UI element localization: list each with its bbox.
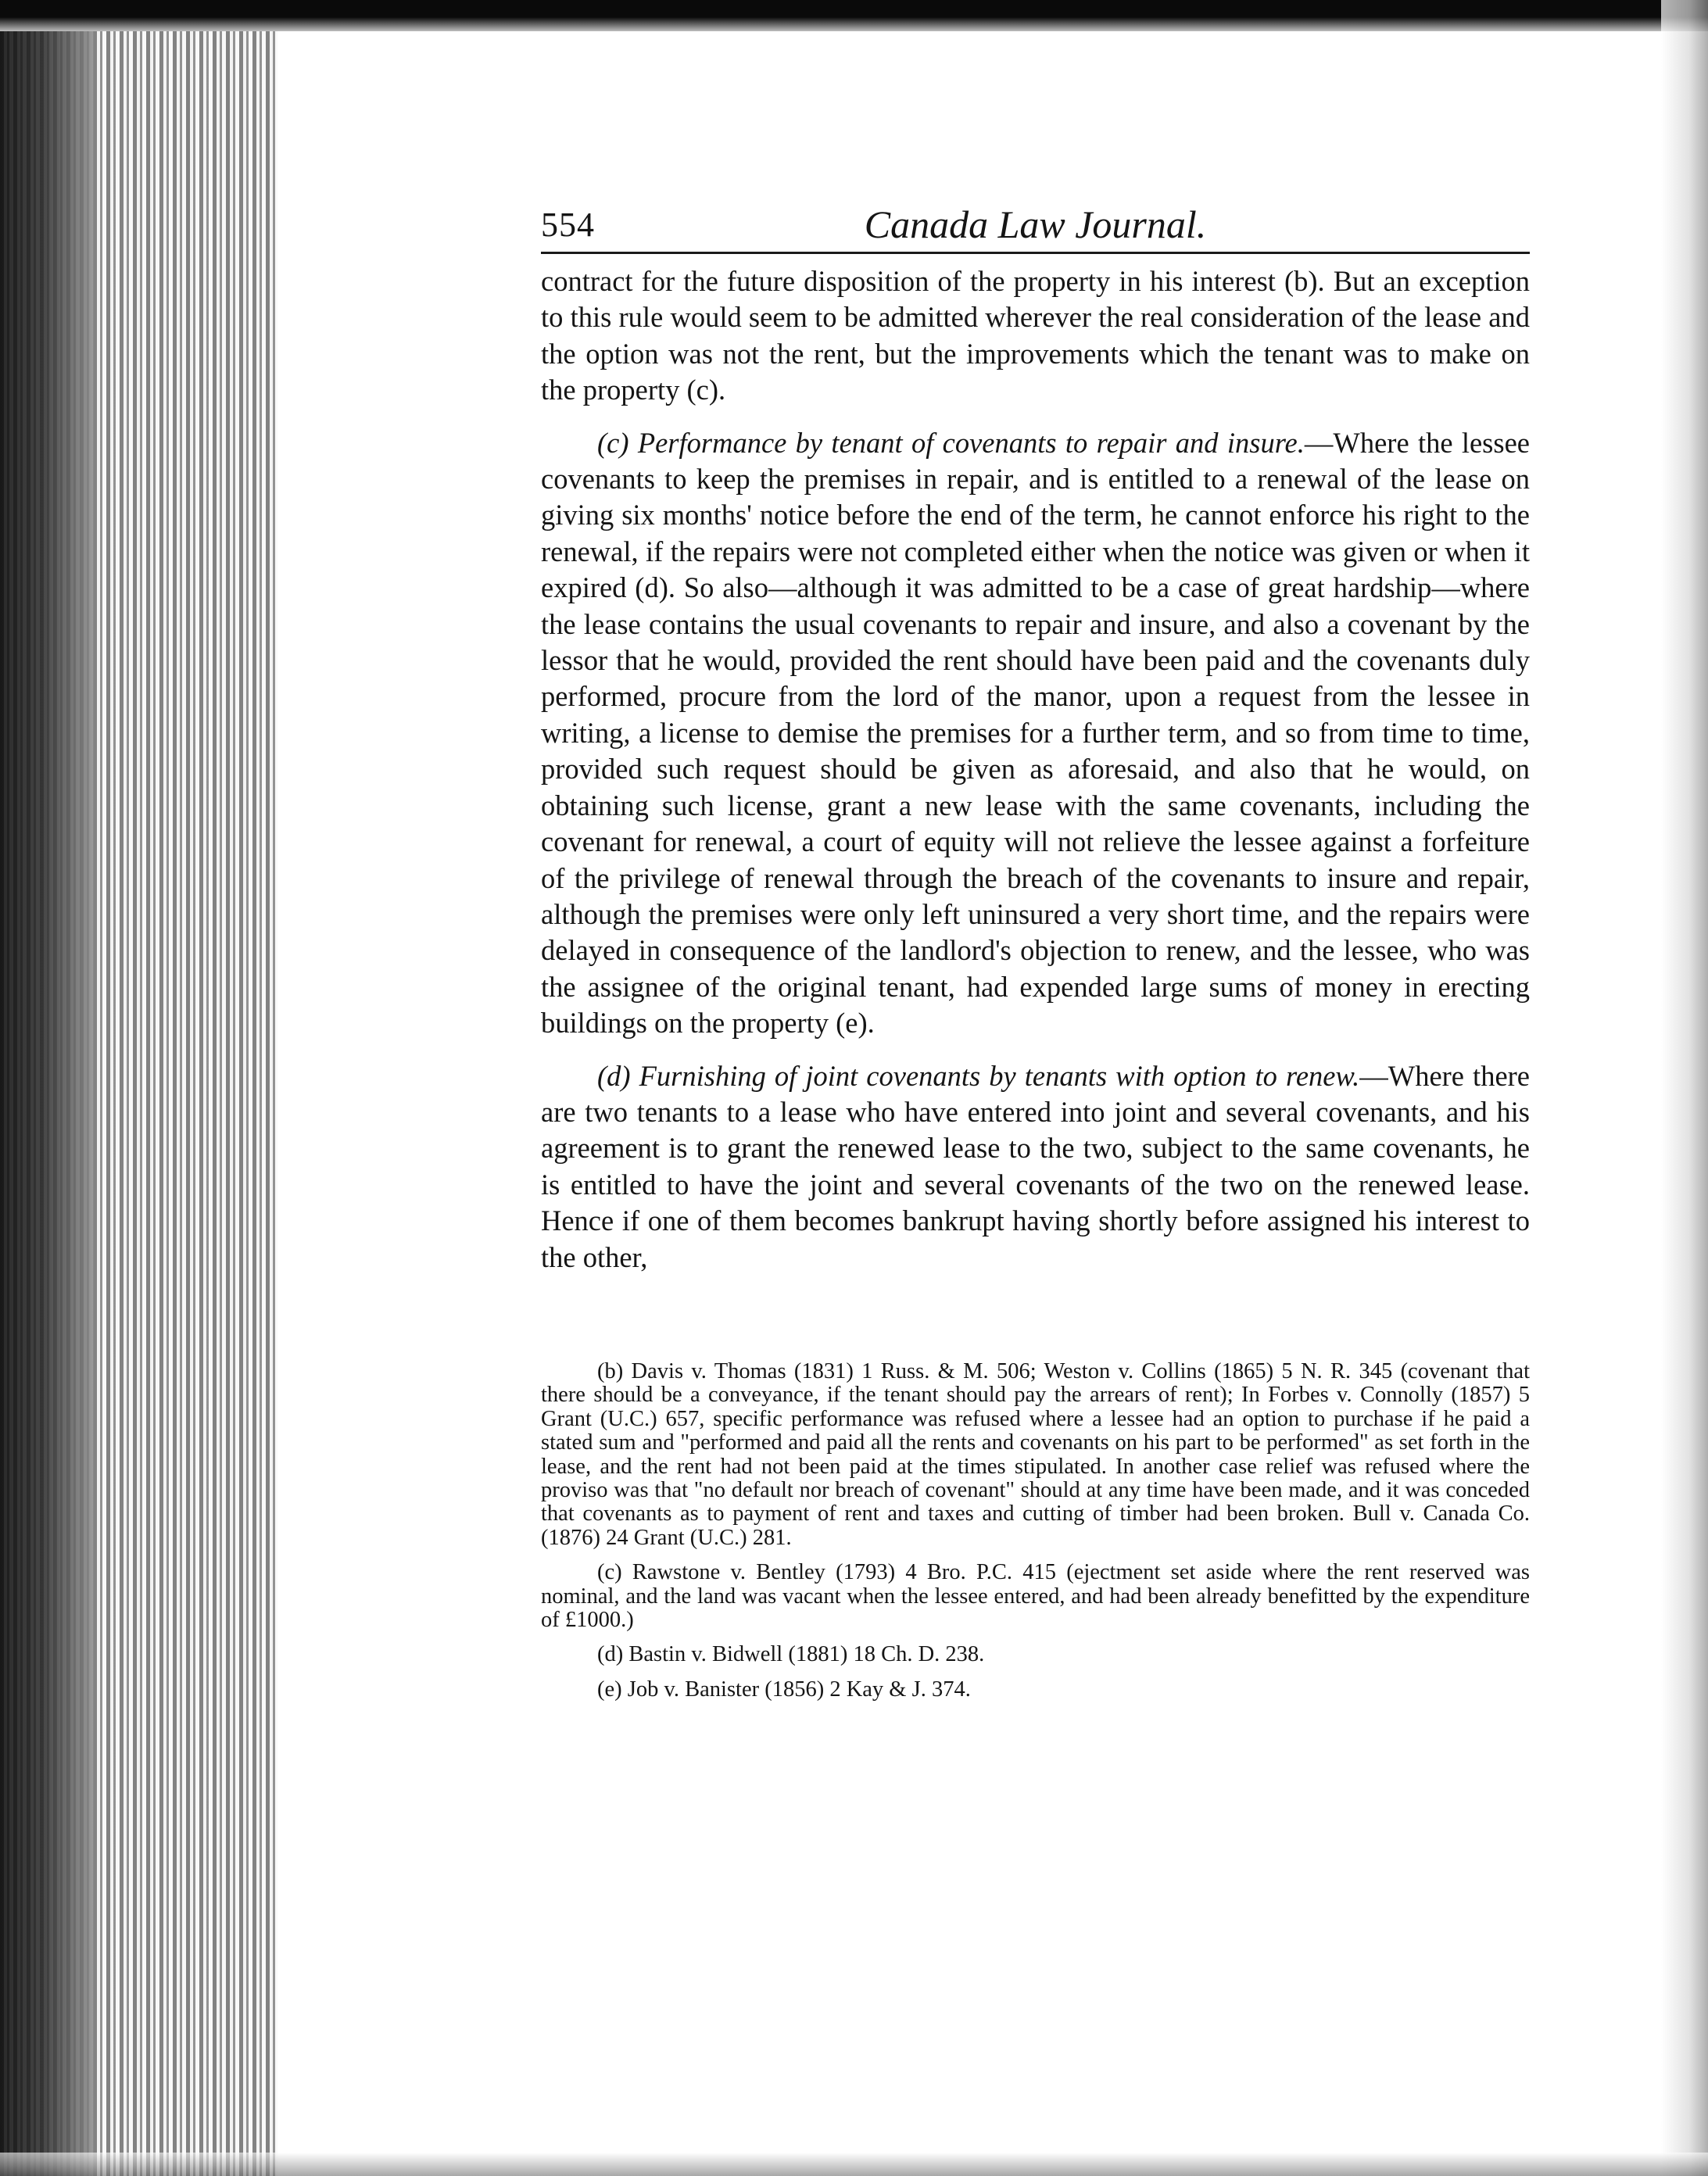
paragraph-3 xyxy=(541,1058,1530,1276)
paragraph-2 xyxy=(541,425,1530,1042)
scan-edge-bottom xyxy=(0,2153,1708,2176)
footnote-b: (b) Davis v. Thomas (1831) 1 Russ. & M. 506; Weston v. Collins (1865) 5 N. R. 345 (covenant that there should be a conveyance, if the tenant should pay the arrears of rent); In Forbes v. Connolly (1857) 5 Grant (U.C.) 657, specific performance was refused where a lessee had an option to purchase if he paid a stated sum and "performed and paid all the rents and covenants on his part to be performed" as set forth in the lease, and the rent had not been paid at the times stipulated. In another case relief was refused where the proviso was that "no default nor breach of covenant" should at any time have been made, and it was conceded that covenants as to payment of rent and taxes and cutting of timber had been broken. Bull v. Canada Co. (1876) 24 Grant (U.C.) 281. xyxy=(541,1358,1530,1550)
section-heading-c: (c) Performance by tenant of covenants to repair and insure. xyxy=(597,426,1305,459)
scan-binding-shadow xyxy=(0,0,94,2176)
page-number: 554 xyxy=(541,206,595,244)
scan-edge-top xyxy=(0,0,1708,31)
footnote-d: (d) Bastin v. Bidwell (1881) 18 Ch. D. 238. xyxy=(597,1642,985,1667)
journal-page xyxy=(541,194,1530,1702)
body-text xyxy=(541,263,1530,1276)
footnote-c: (c) Rawstone v. Bentley (1793) 4 Bro. P.C. 415 (ejectment set aside where the rent reserved was nominal, and the land was vacant when the lessee entered, and had been already benefitted by the expenditure of £1000.) xyxy=(541,1560,1530,1633)
scan-edge-right xyxy=(1661,0,1708,2176)
header-rule xyxy=(541,252,1530,254)
footnotes xyxy=(541,1360,1530,1702)
paragraph-1: contract for the future disposition of the property in his interest (b). But an exception to this rule would seem to be admitted wherever the real consideration of the lease and the option was not the rent, but the improvements which the tenant was to make on the property (c). xyxy=(541,265,1530,406)
running-head xyxy=(541,194,1530,252)
paragraph-2-text: —Where the lessee covenants to keep the premises in repair, and is entitled to a renewal of the lease on giving six months' notice before the end of the term, he cannot enforce his right to the renewal, if the repairs were not completed either when the notice was given or when it expired (d). So also—although it was admitted to be a case of great hardship—where the lease contains the usual covenants to repair and insure, and also a covenant by the lessor that he would, provided the rent should have been paid and the covenants duly performed, procure from the lord of the manor, upon a request from the lessee in writing, a license to demise the premises for a further term, and so from time to time, provided such request should be given as aforesaid, and also that he would, on obtaining such license, grant a new lease with the same covenants, including the covenant for renewal, a court of equity will not relieve the lessee against a forfeiture of the privilege of renewal through the breach of the covenants to insure and repair, although the premises were only left uninsured a very short time, and the repairs were delayed in consequence of the landlord's objection to renew, and the lessee, who was the assignee of the original tenant, had expended large sums of money in erecting buildings on the property (e). xyxy=(541,426,1530,1040)
section-heading-d: (d) Furnishing of joint covenants by tenants with option to renew. xyxy=(597,1059,1360,1092)
footnote-e: (e) Job v. Banister (1856) 2 Kay & J. 374. xyxy=(597,1677,971,1702)
journal-title: Canada Law Journal. xyxy=(864,202,1207,246)
paragraph-3-text: —Where there are two tenants to a lease who have entered into joint and several covenants, and his agreement is to grant the renewed lease to the two, subject to the same covenants, he is entitled to have the joint and several covenants of the two on the renewed lease. Hence if one of them becomes bankrupt having shortly before assigned his interest to the other, xyxy=(541,1059,1531,1273)
